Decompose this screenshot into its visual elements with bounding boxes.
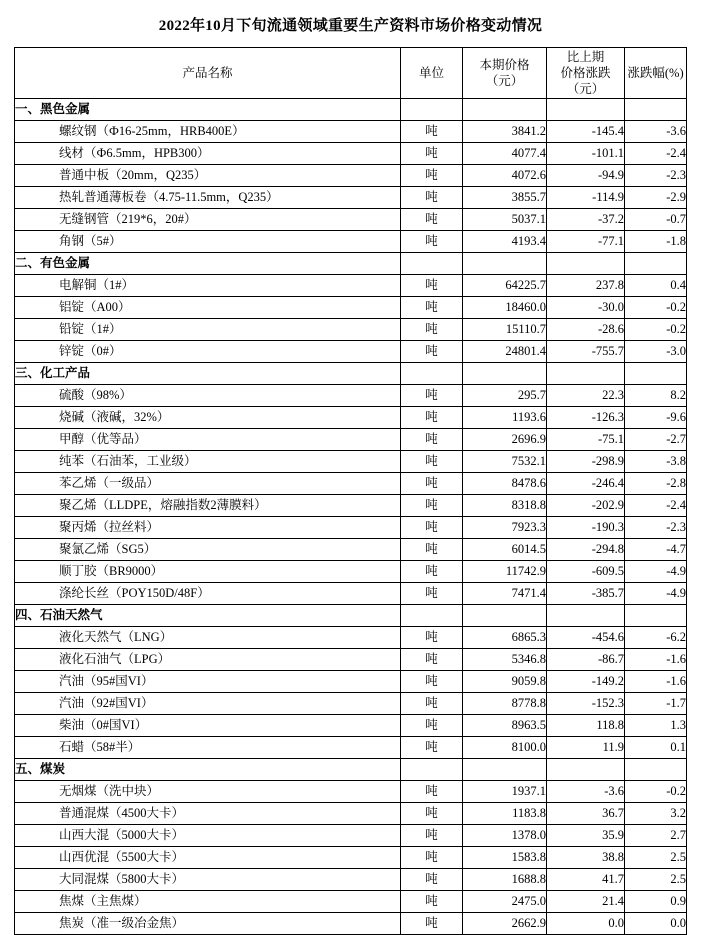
table-row: [15, 385, 687, 407]
row-unit: [401, 759, 463, 781]
table-row: [15, 143, 687, 165]
row-unit: 吨: [401, 143, 463, 165]
column-header-change-line3: （元）: [566, 82, 605, 96]
row-price-change: -126.3: [547, 407, 625, 429]
row-product-name: 山西优混（5500大卡）: [15, 847, 401, 869]
row-unit: [401, 605, 463, 627]
table-row: [15, 451, 687, 473]
column-header-unit: 单位: [401, 48, 463, 99]
row-price-change: -609.5: [547, 561, 625, 583]
table-row: [15, 319, 687, 341]
table-header-row: [15, 48, 687, 99]
table-row: [15, 165, 687, 187]
row-percent-change: -3.8: [625, 451, 687, 473]
row-unit: 吨: [401, 627, 463, 649]
page-title: 2022年10月下旬流通领域重要生产资料市场价格变动情况: [158, 18, 543, 34]
row-percent-change: -9.6: [625, 407, 687, 429]
row-product-name: 铝锭（A00）: [15, 297, 401, 319]
row-product-name: 苯乙烯（一级品）: [15, 473, 401, 495]
row-product-name: 柴油（0#国VI）: [15, 715, 401, 737]
row-product-name: 液化天然气（LNG）: [15, 627, 401, 649]
row-current-price: 9059.8: [463, 671, 547, 693]
row-price-change: 35.9: [547, 825, 625, 847]
row-percent-change: -4.9: [625, 583, 687, 605]
row-current-price: 7923.3: [463, 517, 547, 539]
row-price-change: -94.9: [547, 165, 625, 187]
row-price-change: [547, 605, 625, 627]
row-category-label: 一、黑色金属: [15, 99, 401, 121]
row-unit: 吨: [401, 319, 463, 341]
table-row: [15, 869, 687, 891]
row-category-label: 二、有色金属: [15, 253, 401, 275]
row-current-price: 4077.4: [463, 143, 547, 165]
row-percent-change: [625, 99, 687, 121]
row-unit: 吨: [401, 693, 463, 715]
row-price-change: [547, 253, 625, 275]
table-row: [15, 561, 687, 583]
row-percent-change: 1.3: [625, 715, 687, 737]
row-price-change: -152.3: [547, 693, 625, 715]
row-unit: 吨: [401, 649, 463, 671]
row-unit: 吨: [401, 451, 463, 473]
row-product-name: 聚乙烯（LLDPE，熔融指数2薄膜料）: [15, 495, 401, 517]
row-percent-change: -6.2: [625, 627, 687, 649]
row-unit: 吨: [401, 847, 463, 869]
row-current-price: 8963.5: [463, 715, 547, 737]
row-product-name: 山西大混（5000大卡）: [15, 825, 401, 847]
row-price-change: -294.8: [547, 539, 625, 561]
row-price-change: -3.6: [547, 781, 625, 803]
row-unit: 吨: [401, 121, 463, 143]
document-page: [0, 14, 701, 935]
row-unit: 吨: [401, 495, 463, 517]
row-unit: 吨: [401, 297, 463, 319]
row-percent-change: -1.8: [625, 231, 687, 253]
table-row: [15, 253, 687, 275]
row-product-name: 甲醇（优等品）: [15, 429, 401, 451]
table-row: [15, 121, 687, 143]
row-current-price: [463, 759, 547, 781]
table-row: [15, 407, 687, 429]
row-price-change: -28.6: [547, 319, 625, 341]
row-percent-change: [625, 363, 687, 385]
row-current-price: 8778.8: [463, 693, 547, 715]
row-unit: 吨: [401, 231, 463, 253]
row-category-label: 五、煤炭: [15, 759, 401, 781]
row-percent-change: -4.7: [625, 539, 687, 561]
column-header-current-price-line2: （元）: [485, 74, 524, 88]
row-product-name: 焦炭（准一级冶金焦）: [15, 913, 401, 935]
table-row: [15, 671, 687, 693]
row-price-change: [547, 99, 625, 121]
price-change-table: [14, 47, 687, 935]
row-product-name: 汽油（95#国VI）: [15, 671, 401, 693]
row-current-price: 4193.4: [463, 231, 547, 253]
table-row: [15, 209, 687, 231]
row-current-price: 2696.9: [463, 429, 547, 451]
row-current-price: 1583.8: [463, 847, 547, 869]
row-percent-change: -2.7: [625, 429, 687, 451]
row-unit: 吨: [401, 803, 463, 825]
row-percent-change: [625, 253, 687, 275]
row-current-price: 1688.8: [463, 869, 547, 891]
row-product-name: 聚氯乙烯（SG5）: [15, 539, 401, 561]
row-price-change: 118.8: [547, 715, 625, 737]
row-price-change: -77.1: [547, 231, 625, 253]
row-unit: 吨: [401, 341, 463, 363]
row-current-price: 1937.1: [463, 781, 547, 803]
row-product-name: 纯苯（石油苯，工业级）: [15, 451, 401, 473]
table-row: [15, 891, 687, 913]
row-price-change: -755.7: [547, 341, 625, 363]
row-unit: 吨: [401, 429, 463, 451]
row-price-change: -202.9: [547, 495, 625, 517]
column-header-change-line2: 价格涨跌: [560, 66, 611, 80]
row-percent-change: -0.2: [625, 319, 687, 341]
row-unit: 吨: [401, 473, 463, 495]
row-price-change: -246.4: [547, 473, 625, 495]
row-unit: 吨: [401, 561, 463, 583]
row-product-name: 普通混煤（4500大卡）: [15, 803, 401, 825]
row-unit: 吨: [401, 187, 463, 209]
row-current-price: 1378.0: [463, 825, 547, 847]
row-current-price: [463, 363, 547, 385]
row-current-price: 6014.5: [463, 539, 547, 561]
row-unit: [401, 253, 463, 275]
row-product-name: 顺丁胶（BR9000）: [15, 561, 401, 583]
row-percent-change: 2.7: [625, 825, 687, 847]
row-current-price: 1193.6: [463, 407, 547, 429]
row-price-change: -145.4: [547, 121, 625, 143]
column-header-current-price-line1: 本期价格: [479, 58, 530, 72]
table-row: [15, 539, 687, 561]
row-percent-change: -2.3: [625, 165, 687, 187]
row-product-name: 螺纹钢（Ф16-25mm，HRB400E）: [15, 121, 401, 143]
row-current-price: 24801.4: [463, 341, 547, 363]
row-current-price: 11742.9: [463, 561, 547, 583]
table-row: [15, 297, 687, 319]
table-row: [15, 341, 687, 363]
row-unit: 吨: [401, 869, 463, 891]
row-price-change: [547, 759, 625, 781]
row-price-change: 22.3: [547, 385, 625, 407]
row-percent-change: -2.8: [625, 473, 687, 495]
table-header: [15, 48, 687, 99]
table-row: [15, 847, 687, 869]
row-current-price: 295.7: [463, 385, 547, 407]
table-row: [15, 759, 687, 781]
row-percent-change: [625, 605, 687, 627]
table-body: [15, 99, 687, 935]
column-header-percent: 涨跌幅(%): [625, 48, 687, 99]
row-current-price: 5037.1: [463, 209, 547, 231]
row-current-price: 8318.8: [463, 495, 547, 517]
row-percent-change: -0.7: [625, 209, 687, 231]
row-percent-change: -3.6: [625, 121, 687, 143]
row-product-name: 普通中板（20mm，Q235）: [15, 165, 401, 187]
row-product-name: 石蜡（58#半）: [15, 737, 401, 759]
table-row: [15, 187, 687, 209]
row-current-price: 3855.7: [463, 187, 547, 209]
row-price-change: 237.8: [547, 275, 625, 297]
row-percent-change: 3.2: [625, 803, 687, 825]
row-percent-change: -1.6: [625, 649, 687, 671]
row-unit: 吨: [401, 539, 463, 561]
row-percent-change: -2.3: [625, 517, 687, 539]
row-percent-change: -3.0: [625, 341, 687, 363]
row-unit: 吨: [401, 737, 463, 759]
row-percent-change: -2.9: [625, 187, 687, 209]
row-price-change: [547, 363, 625, 385]
row-unit: 吨: [401, 385, 463, 407]
table-row: [15, 781, 687, 803]
row-percent-change: -2.4: [625, 143, 687, 165]
row-unit: 吨: [401, 275, 463, 297]
row-price-change: -30.0: [547, 297, 625, 319]
row-product-name: 无烟煤（洗中块）: [15, 781, 401, 803]
row-percent-change: 2.5: [625, 869, 687, 891]
row-product-name: 涤纶长丝（POY150D/48F）: [15, 583, 401, 605]
table-row: [15, 363, 687, 385]
row-current-price: 64225.7: [463, 275, 547, 297]
row-price-change: 41.7: [547, 869, 625, 891]
table-row: [15, 275, 687, 297]
row-current-price: 8100.0: [463, 737, 547, 759]
row-current-price: 2475.0: [463, 891, 547, 913]
row-product-name: 铅锭（1#）: [15, 319, 401, 341]
row-unit: 吨: [401, 165, 463, 187]
table-row: [15, 473, 687, 495]
row-category-label: 四、石油天然气: [15, 605, 401, 627]
row-current-price: 6865.3: [463, 627, 547, 649]
row-product-name: 热轧普通薄板卷（4.75-11.5mm，Q235）: [15, 187, 401, 209]
row-price-change: 38.8: [547, 847, 625, 869]
row-unit: 吨: [401, 781, 463, 803]
row-percent-change: -0.2: [625, 297, 687, 319]
row-product-name: 电解铜（1#）: [15, 275, 401, 297]
row-percent-change: [625, 759, 687, 781]
row-unit: 吨: [401, 517, 463, 539]
row-price-change: 11.9: [547, 737, 625, 759]
row-unit: 吨: [401, 583, 463, 605]
row-percent-change: 0.0: [625, 913, 687, 935]
row-price-change: -101.1: [547, 143, 625, 165]
table-row: [15, 517, 687, 539]
row-percent-change: -2.4: [625, 495, 687, 517]
row-product-name: 角钢（5#）: [15, 231, 401, 253]
row-price-change: -298.9: [547, 451, 625, 473]
row-current-price: 1183.8: [463, 803, 547, 825]
row-unit: 吨: [401, 891, 463, 913]
row-price-change: 0.0: [547, 913, 625, 935]
row-percent-change: 0.4: [625, 275, 687, 297]
column-header-current-price: [463, 48, 547, 99]
row-product-name: 汽油（92#国VI）: [15, 693, 401, 715]
row-product-name: 无缝钢管（219*6，20#）: [15, 209, 401, 231]
row-percent-change: -0.2: [625, 781, 687, 803]
row-price-change: -37.2: [547, 209, 625, 231]
table-row: [15, 495, 687, 517]
row-price-change: 36.7: [547, 803, 625, 825]
table-row: [15, 627, 687, 649]
row-price-change: -86.7: [547, 649, 625, 671]
row-current-price: 7471.4: [463, 583, 547, 605]
column-header-product-name: 产品名称: [15, 48, 401, 99]
row-price-change: -454.6: [547, 627, 625, 649]
table-row: [15, 803, 687, 825]
column-header-change: [547, 48, 625, 99]
row-product-name: 线材（Ф6.5mm，HPB300）: [15, 143, 401, 165]
row-unit: 吨: [401, 913, 463, 935]
row-current-price: [463, 99, 547, 121]
row-unit: 吨: [401, 825, 463, 847]
row-price-change: -75.1: [547, 429, 625, 451]
row-current-price: 3841.2: [463, 121, 547, 143]
row-percent-change: 0.9: [625, 891, 687, 913]
row-category-label: 三、化工产品: [15, 363, 401, 385]
row-unit: 吨: [401, 671, 463, 693]
row-price-change: 21.4: [547, 891, 625, 913]
row-price-change: -190.3: [547, 517, 625, 539]
row-price-change: -385.7: [547, 583, 625, 605]
table-row: [15, 583, 687, 605]
table-row: [15, 913, 687, 935]
row-product-name: 聚丙烯（拉丝料）: [15, 517, 401, 539]
row-product-name: 硫酸（98%）: [15, 385, 401, 407]
row-percent-change: -1.7: [625, 693, 687, 715]
row-unit: [401, 363, 463, 385]
table-row: [15, 649, 687, 671]
row-percent-change: -4.9: [625, 561, 687, 583]
row-current-price: 5346.8: [463, 649, 547, 671]
column-header-change-line1: 比上期: [566, 50, 605, 64]
row-product-name: 焦煤（主焦煤）: [15, 891, 401, 913]
row-price-change: -149.2: [547, 671, 625, 693]
row-product-name: 烧碱（液碱，32%）: [15, 407, 401, 429]
row-unit: [401, 99, 463, 121]
row-product-name: 大同混煤（5800大卡）: [15, 869, 401, 891]
table-row: [15, 605, 687, 627]
table-row: [15, 429, 687, 451]
row-percent-change: 8.2: [625, 385, 687, 407]
row-product-name: 液化石油气（LPG）: [15, 649, 401, 671]
row-current-price: [463, 605, 547, 627]
row-product-name: 锌锭（0#）: [15, 341, 401, 363]
row-current-price: 15110.7: [463, 319, 547, 341]
row-current-price: 8478.6: [463, 473, 547, 495]
row-percent-change: -1.6: [625, 671, 687, 693]
table-row: [15, 715, 687, 737]
table-row: [15, 99, 687, 121]
row-unit: 吨: [401, 715, 463, 737]
row-current-price: 4072.6: [463, 165, 547, 187]
table-row: [15, 825, 687, 847]
row-unit: 吨: [401, 407, 463, 429]
table-row: [15, 737, 687, 759]
row-current-price: 7532.1: [463, 451, 547, 473]
row-price-change: -114.9: [547, 187, 625, 209]
row-current-price: 18460.0: [463, 297, 547, 319]
row-current-price: [463, 253, 547, 275]
row-percent-change: 0.1: [625, 737, 687, 759]
row-unit: 吨: [401, 209, 463, 231]
table-row: [15, 231, 687, 253]
row-current-price: 2662.9: [463, 913, 547, 935]
row-percent-change: 2.5: [625, 847, 687, 869]
table-row: [15, 693, 687, 715]
